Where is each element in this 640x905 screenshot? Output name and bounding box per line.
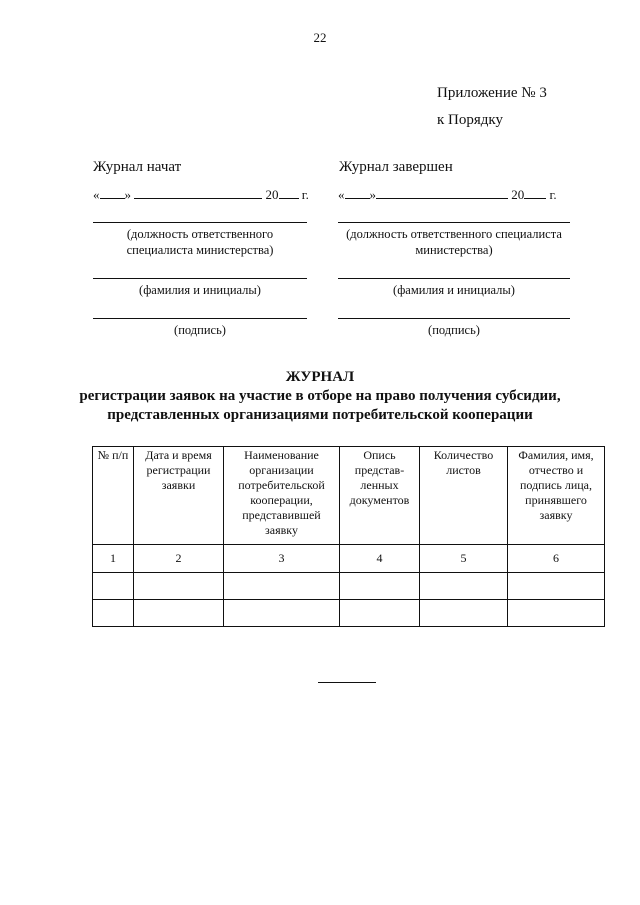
journal-title bbox=[0, 368, 640, 425]
column-number: 2 bbox=[134, 545, 224, 573]
signature-line bbox=[338, 318, 570, 319]
month-blank bbox=[376, 186, 508, 199]
table-row bbox=[93, 573, 605, 600]
year-suffix: г. bbox=[549, 187, 557, 202]
journal-start-date bbox=[93, 186, 309, 203]
quote-close: » bbox=[124, 187, 131, 202]
column-number: 4 bbox=[340, 545, 420, 573]
column-header-number: № п/п bbox=[93, 447, 134, 545]
day-blank bbox=[100, 186, 125, 199]
table-row bbox=[93, 600, 605, 627]
column-header-inventory: Опись представ-ленных документов bbox=[340, 447, 420, 545]
table-cell bbox=[93, 573, 134, 600]
column-number-row bbox=[93, 545, 605, 573]
signature-line bbox=[93, 318, 307, 319]
table-cell bbox=[134, 600, 224, 627]
title-line-2: регистрации заявок на участие в отборе на право получения субсидии, bbox=[79, 388, 561, 404]
year-blank bbox=[279, 186, 299, 199]
column-header-organization: Наименование организации потребительской кооперации, представившей заявку bbox=[224, 447, 340, 545]
day-blank bbox=[345, 186, 370, 199]
title-line-1: ЖУРНАЛ bbox=[285, 369, 355, 385]
journal-end-heading: Журнал завершен bbox=[339, 159, 453, 175]
year-prefix: 20 bbox=[511, 187, 525, 202]
quote-open: « bbox=[338, 187, 345, 202]
table-cell bbox=[224, 600, 340, 627]
column-header-datetime: Дата и время регистрации заявки bbox=[134, 447, 224, 545]
name-caption: (фамилия и инициалы) bbox=[139, 283, 261, 297]
journal-start-heading: Журнал начат bbox=[93, 159, 182, 175]
position-caption: (должность ответственного специалиста министерства) bbox=[346, 227, 562, 257]
column-number: 1 bbox=[93, 545, 134, 573]
table-cell bbox=[134, 573, 224, 600]
column-number: 3 bbox=[224, 545, 340, 573]
table-cell bbox=[340, 573, 420, 600]
registration-table bbox=[92, 446, 605, 627]
name-line bbox=[338, 278, 570, 279]
position-line bbox=[338, 222, 570, 223]
column-number: 6 bbox=[508, 545, 605, 573]
signature-caption: (подпись) bbox=[428, 323, 480, 337]
quote-close: » bbox=[369, 187, 376, 202]
end-separator bbox=[318, 682, 376, 683]
position-caption: (должность ответственного специалиста министерства) bbox=[126, 227, 274, 257]
column-number: 5 bbox=[420, 545, 508, 573]
year-blank bbox=[524, 186, 546, 199]
table-cell bbox=[420, 573, 508, 600]
year-suffix: г. bbox=[301, 187, 309, 202]
table-header-row bbox=[93, 447, 605, 545]
title-line-3: представленных организациями потребительской кооперации bbox=[107, 407, 533, 423]
signature-caption: (подпись) bbox=[174, 323, 226, 337]
appendix-reference: к Порядку bbox=[437, 112, 503, 128]
year-prefix: 20 bbox=[265, 187, 279, 202]
name-line bbox=[93, 278, 307, 279]
column-header-sheets: Количество листов bbox=[420, 447, 508, 545]
table-cell bbox=[93, 600, 134, 627]
column-header-receiver: Фамилия, имя, отчество и подпись лица, принявшего заявку bbox=[508, 447, 605, 545]
appendix-number: Приложение № 3 bbox=[437, 85, 547, 101]
table-cell bbox=[224, 573, 340, 600]
month-blank bbox=[134, 186, 262, 199]
journal-end-date bbox=[338, 186, 557, 203]
quote-open: « bbox=[93, 187, 100, 202]
table-cell bbox=[340, 600, 420, 627]
name-caption: (фамилия и инициалы) bbox=[393, 283, 515, 297]
table-cell bbox=[508, 600, 605, 627]
page-number: 22 bbox=[313, 30, 327, 45]
table-cell bbox=[420, 600, 508, 627]
position-line bbox=[93, 222, 307, 223]
table-cell bbox=[508, 573, 605, 600]
